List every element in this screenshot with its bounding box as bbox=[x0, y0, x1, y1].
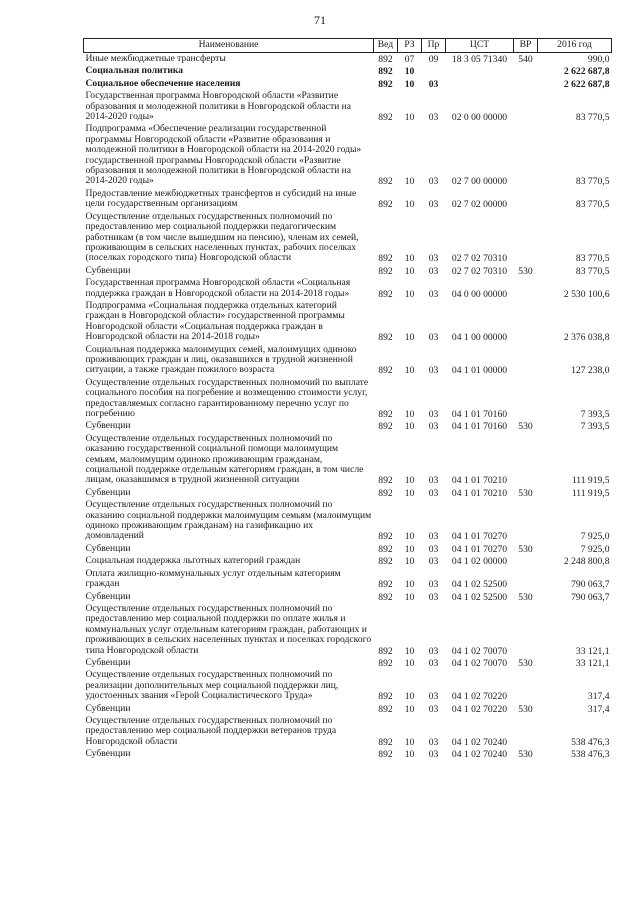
cell-rz: 10 bbox=[404, 487, 415, 499]
cell-ved: 892 bbox=[378, 199, 393, 211]
cell-pr: 03 bbox=[428, 531, 439, 543]
cell-name: Осуществление отдельных государственных полномочий по оказанию социальной поддержки малоимущим семьям (малоимущим одиноко проживающим гражданам) на газификацию их домовладений bbox=[85, 499, 372, 542]
cell-vr bbox=[514, 377, 538, 421]
cell-name: Социальная поддержка малоимущих семей, малоимущих одиноко проживающих граждан и лиц, оказавшихся в трудной жизненной ситуации, а также граждан пожилого возраста bbox=[85, 343, 357, 376]
table-row bbox=[84, 591, 612, 603]
cell-pr: 03 bbox=[428, 199, 439, 211]
cell-vr: 530 bbox=[518, 487, 533, 499]
cell-pr: 03 bbox=[428, 556, 439, 568]
cell-sum: 790 063,7 bbox=[571, 591, 610, 603]
cell-name: Субвенции bbox=[85, 486, 131, 498]
cell-sum: 33 121,1 bbox=[575, 645, 610, 657]
column-header-ved: Вед bbox=[374, 39, 398, 53]
cell-sum: 7 393,5 bbox=[580, 421, 610, 433]
cell-ved: 892 bbox=[378, 543, 393, 555]
cell-sum: 7 925,0 bbox=[580, 531, 610, 543]
cell-vr bbox=[514, 603, 538, 657]
cell-vr: 530 bbox=[518, 421, 533, 433]
cell-ved: 892 bbox=[378, 365, 393, 377]
cell-vr bbox=[514, 78, 538, 90]
cell-pr: 03 bbox=[428, 691, 439, 703]
cell-sum: 538 476,3 bbox=[571, 736, 610, 748]
cell-ved: 892 bbox=[378, 421, 393, 433]
cell-name: Иные межбюджетные трансферты bbox=[85, 53, 226, 64]
cell-cst: 04 1 01 70270 bbox=[451, 543, 508, 555]
cell-name: Субвенции bbox=[85, 702, 131, 714]
cell-sum: 2 530 100,6 bbox=[563, 288, 610, 300]
table-body bbox=[84, 53, 612, 761]
cell-cst: 04 1 02 52500 bbox=[451, 591, 508, 603]
cell-name: Социальная политика bbox=[85, 65, 184, 77]
cell-sum: 317,4 bbox=[587, 703, 610, 715]
table-row bbox=[84, 53, 612, 66]
cell-vr bbox=[514, 188, 538, 211]
cell-ved: 892 bbox=[378, 556, 393, 568]
cell-cst: 04 1 01 70270 bbox=[451, 531, 508, 543]
cell-cst: 04 1 02 70240 bbox=[451, 749, 508, 761]
cell-ved: 892 bbox=[378, 475, 393, 487]
column-header-name: Наименование bbox=[84, 39, 374, 53]
table-row bbox=[84, 90, 612, 123]
cell-sum: 2 248 800,8 bbox=[563, 556, 610, 568]
column-header-rz: РЗ bbox=[398, 39, 422, 53]
cell-vr: 530 bbox=[518, 543, 533, 555]
cell-ved: 892 bbox=[378, 253, 393, 265]
cell-rz: 10 bbox=[404, 579, 415, 591]
cell-rz: 10 bbox=[404, 78, 415, 90]
cell-vr: 530 bbox=[518, 591, 533, 603]
cell-pr: 03 bbox=[428, 365, 439, 377]
cell-cst: 02 7 02 70310 bbox=[451, 265, 508, 277]
cell-sum: 7 925,0 bbox=[580, 543, 610, 555]
cell-name: Осуществление отдельных государственных полномочий по предоставлению мер социальной поддержки ветеранов труда Новгородской области bbox=[85, 714, 337, 747]
cell-rz: 10 bbox=[404, 645, 415, 657]
cell-vr: 530 bbox=[518, 265, 533, 277]
cell-ved: 892 bbox=[378, 657, 393, 669]
cell-sum: 7 393,5 bbox=[580, 409, 610, 420]
cell-rz: 10 bbox=[404, 749, 415, 761]
cell-sum: 83 770,5 bbox=[575, 199, 610, 211]
cell-rz: 10 bbox=[404, 253, 415, 265]
cell-cst: 04 1 02 70070 bbox=[451, 657, 508, 669]
cell-cst: 04 1 01 70210 bbox=[451, 475, 508, 487]
cell-rz: 10 bbox=[404, 421, 415, 433]
cell-cst: 02 7 00 00000 bbox=[451, 176, 508, 188]
cell-name: Субвенции bbox=[85, 656, 131, 668]
table-row bbox=[84, 123, 612, 187]
cell-rz: 10 bbox=[404, 365, 415, 377]
cell-sum: 990,0 bbox=[587, 54, 610, 65]
column-header-vr: ВР bbox=[514, 39, 538, 53]
cell-pr: 03 bbox=[428, 591, 439, 603]
cell-cst: 04 1 00 00000 bbox=[451, 332, 508, 344]
cell-sum: 83 770,5 bbox=[575, 253, 610, 265]
cell-cst: 04 1 02 70220 bbox=[451, 691, 508, 703]
cell-ved: 892 bbox=[378, 288, 393, 300]
cell-rz: 10 bbox=[404, 288, 415, 300]
cell-cst: 02 7 02 00000 bbox=[451, 199, 508, 211]
table-row bbox=[84, 377, 612, 421]
column-header-cst: ЦСТ bbox=[446, 39, 514, 53]
cell-cst: 04 1 02 00000 bbox=[451, 556, 508, 568]
cell-vr: 530 bbox=[518, 749, 533, 761]
cell-sum: 33 121,1 bbox=[575, 657, 610, 669]
cell-ved: 892 bbox=[378, 749, 393, 761]
cell-name: Субвенции bbox=[85, 542, 131, 554]
cell-name: Осуществление отдельных государственных полномочий по оказанию государственной социальной помощи малоимущим семьям, малоимущим одиноко проживающим гражданам, социальной поддержке отдельным категориям граждан, в том числе лицам, оказавшимся в трудной жизненной ситуации bbox=[85, 432, 364, 486]
cell-name: Осуществление отдельных государственных полномочий по предоставлению мер социальной поддержки по оплате жилья и коммунальных услуг отдельным категориям граждан, работающих и проживающих в сельских населенных пунктах и поселках городского типа Новгородской области bbox=[85, 602, 372, 656]
cell-rz: 10 bbox=[404, 543, 415, 555]
cell-cst: 04 0 00 00000 bbox=[451, 288, 508, 300]
cell-name: Подпрограмма «Социальная поддержка отдельных категорий граждан в Новгородской области» государственной программы Новгородской области «Социальная поддержка граждан в Новгородской области на 2014-2018 годы» bbox=[85, 299, 345, 343]
cell-pr: 09 bbox=[428, 54, 439, 65]
cell-vr bbox=[514, 433, 538, 487]
cell-ved: 892 bbox=[378, 531, 393, 543]
cell-ved: 892 bbox=[378, 66, 393, 78]
cell-vr bbox=[514, 300, 538, 344]
table-row bbox=[84, 487, 612, 499]
cell-ved: 892 bbox=[378, 332, 393, 344]
page-number: 71 bbox=[314, 13, 326, 27]
cell-ved: 892 bbox=[378, 645, 393, 657]
cell-sum: 538 476,3 bbox=[571, 749, 610, 761]
cell-rz: 10 bbox=[404, 556, 415, 568]
cell-ved: 892 bbox=[378, 112, 393, 124]
table-row bbox=[84, 265, 612, 277]
cell-cst: 04 1 02 52500 bbox=[451, 579, 508, 591]
cell-vr bbox=[514, 715, 538, 748]
table-header-row bbox=[84, 39, 612, 53]
budget-table bbox=[83, 38, 612, 761]
cell-sum: 111 919,5 bbox=[571, 487, 610, 499]
cell-rz: 07 bbox=[404, 54, 415, 65]
cell-rz: 10 bbox=[404, 531, 415, 543]
table-row bbox=[84, 65, 612, 77]
cell-sum: 111 919,5 bbox=[571, 475, 610, 487]
table-row bbox=[84, 603, 612, 657]
cell-sum: 83 770,5 bbox=[575, 112, 610, 124]
cell-pr: 03 bbox=[428, 475, 439, 487]
table-row bbox=[84, 543, 612, 555]
cell-cst: 04 1 01 00000 bbox=[451, 365, 508, 377]
table-row bbox=[84, 420, 612, 432]
cell-cst: 02 0 00 00000 bbox=[451, 112, 508, 124]
cell-sum: 2 376 038,8 bbox=[563, 332, 610, 344]
cell-pr: 03 bbox=[428, 543, 439, 555]
cell-cst: 04 1 01 70160 bbox=[451, 421, 508, 433]
cell-vr bbox=[514, 90, 538, 123]
cell-ved: 892 bbox=[378, 409, 393, 420]
cell-vr bbox=[514, 123, 538, 187]
cell-cst: 02 7 02 70310 bbox=[451, 253, 508, 265]
cell-rz: 10 bbox=[404, 66, 415, 78]
cell-vr bbox=[514, 65, 538, 77]
cell-sum: 317,4 bbox=[587, 691, 610, 703]
cell-pr: 03 bbox=[428, 176, 439, 188]
cell-sum: 83 770,5 bbox=[575, 176, 610, 188]
cell-cst: 04 1 01 70210 bbox=[451, 487, 508, 499]
cell-vr: 540 bbox=[518, 54, 533, 65]
column-header-pr: Пр bbox=[422, 39, 446, 53]
cell-ved: 892 bbox=[378, 265, 393, 277]
cell-ved: 892 bbox=[378, 579, 393, 591]
cell-name: Государственная программа Новгородской области «Развитие образования и молодежной политики в Новгородской области на 2014-2020 годы» bbox=[85, 90, 352, 123]
table-row bbox=[84, 211, 612, 265]
cell-pr bbox=[422, 65, 446, 77]
cell-pr: 03 bbox=[428, 265, 439, 277]
cell-ved: 892 bbox=[378, 591, 393, 603]
cell-cst: 04 1 02 70240 bbox=[451, 736, 508, 748]
table-row bbox=[84, 78, 612, 90]
cell-vr bbox=[514, 555, 538, 567]
cell-sum: 2 622 687,8 bbox=[563, 66, 610, 78]
cell-pr: 03 bbox=[428, 487, 439, 499]
cell-name: Предоставление межбюджетных трансфертов и субсидий на иные цели государственным организациям bbox=[85, 187, 357, 210]
table-row bbox=[84, 300, 612, 344]
cell-name: Субвенции bbox=[85, 748, 131, 760]
cell-pr: 03 bbox=[428, 749, 439, 761]
cell-vr bbox=[514, 669, 538, 702]
cell-sum: 83 770,5 bbox=[575, 265, 610, 277]
cell-sum: 2 622 687,8 bbox=[563, 78, 610, 90]
cell-pr: 03 bbox=[428, 645, 439, 657]
cell-vr bbox=[514, 568, 538, 591]
cell-rz: 10 bbox=[404, 691, 415, 703]
cell-cst: 18 3 05 71340 bbox=[451, 54, 508, 65]
cell-name: Подпрограмма «Обеспечение реализации государственной программы Новгородской области «Развитие образования и молодежной политики в Новгородской области на 2014-2020 годы» государственной программы Новгородской области «Развитие образования и молодежной политики в Новгородской области на 2014-2020 годы» bbox=[85, 123, 362, 187]
cell-vr bbox=[514, 499, 538, 543]
table-row bbox=[84, 568, 612, 591]
cell-ved: 892 bbox=[378, 736, 393, 748]
table-row bbox=[84, 499, 612, 543]
cell-name: Социальное обеспечение населения bbox=[85, 77, 241, 89]
cell-ved: 892 bbox=[378, 487, 393, 499]
cell-ved: 892 bbox=[378, 176, 393, 188]
cell-ved: 892 bbox=[378, 78, 393, 90]
cell-name: Субвенции bbox=[85, 264, 131, 276]
cell-ved: 892 bbox=[378, 54, 393, 65]
cell-ved: 892 bbox=[378, 691, 393, 703]
table-row bbox=[84, 657, 612, 669]
table-row bbox=[84, 277, 612, 300]
table-row bbox=[84, 188, 612, 211]
cell-vr bbox=[514, 277, 538, 300]
cell-name: Государственная программа Новгородской области «Социальная поддержка граждан в Новгородской области на 2014-2018 годы» bbox=[85, 277, 351, 299]
cell-pr: 03 bbox=[428, 78, 439, 90]
cell-rz: 10 bbox=[404, 475, 415, 487]
table-row bbox=[84, 669, 612, 702]
cell-rz: 10 bbox=[404, 409, 415, 420]
table-row bbox=[84, 555, 612, 567]
cell-sum: 127 238,0 bbox=[571, 365, 610, 377]
cell-cst: 04 1 02 70070 bbox=[451, 645, 508, 657]
cell-rz: 10 bbox=[404, 332, 415, 344]
cell-pr: 03 bbox=[428, 253, 439, 265]
cell-cst: 04 1 01 70160 bbox=[451, 409, 508, 420]
cell-name: Оплата жилищно-коммунальных услуг отдельным категориям граждан bbox=[85, 567, 341, 590]
cell-rz: 10 bbox=[404, 657, 415, 669]
cell-rz: 10 bbox=[404, 736, 415, 748]
cell-pr: 03 bbox=[428, 736, 439, 748]
cell-name: Осуществление отдельных государственных полномочий по выплате социального пособия на погребение и возмещению стоимости услуг, предоставляемых согласно гарантированному перечню услуг по погребению bbox=[85, 376, 369, 419]
cell-vr bbox=[514, 344, 538, 377]
table-row bbox=[84, 703, 612, 715]
cell-pr: 03 bbox=[428, 579, 439, 591]
cell-pr: 03 bbox=[428, 288, 439, 300]
table-row bbox=[84, 748, 612, 760]
cell-ved: 892 bbox=[378, 703, 393, 715]
table-row bbox=[84, 715, 612, 748]
cell-vr: 530 bbox=[518, 703, 533, 715]
cell-pr: 03 bbox=[428, 112, 439, 124]
cell-rz: 10 bbox=[404, 591, 415, 603]
cell-rz: 10 bbox=[404, 199, 415, 211]
cell-pr: 03 bbox=[428, 421, 439, 433]
cell-name: Субвенции bbox=[85, 590, 131, 602]
cell-pr: 03 bbox=[428, 703, 439, 715]
cell-rz: 10 bbox=[404, 112, 415, 124]
cell-name: Осуществление отдельных государственных полномочий по реализации дополнительных мер социальной поддержки лиц, удостоенных звания «Герой Социалистического Труда» bbox=[85, 669, 339, 702]
cell-vr bbox=[514, 211, 538, 265]
column-header-year: 2016 год bbox=[538, 39, 612, 53]
cell-sum: 790 063,7 bbox=[571, 579, 610, 591]
cell-rz: 10 bbox=[404, 176, 415, 188]
cell-name: Осуществление отдельных государственных полномочий по предоставлению мер социальной поддержки педагогическим работникам (в том числе вышедшим на пенсию), членам их семей, проживающим в сельских населенных пунктах, рабочих поселках (поселках городского типа) Новгородской области bbox=[85, 210, 359, 264]
cell-pr: 03 bbox=[428, 332, 439, 344]
cell-pr: 03 bbox=[428, 409, 439, 420]
cell-pr: 03 bbox=[428, 657, 439, 669]
cell-cst bbox=[446, 65, 514, 77]
cell-cst bbox=[446, 78, 514, 90]
cell-rz: 10 bbox=[404, 265, 415, 277]
table-row bbox=[84, 433, 612, 487]
cell-rz: 10 bbox=[404, 703, 415, 715]
cell-name: Социальная поддержка льготных категорий граждан bbox=[85, 555, 301, 567]
table-row bbox=[84, 344, 612, 377]
cell-cst: 04 1 02 70220 bbox=[451, 703, 508, 715]
cell-name: Субвенции bbox=[85, 420, 131, 432]
cell-vr: 530 bbox=[518, 657, 533, 669]
